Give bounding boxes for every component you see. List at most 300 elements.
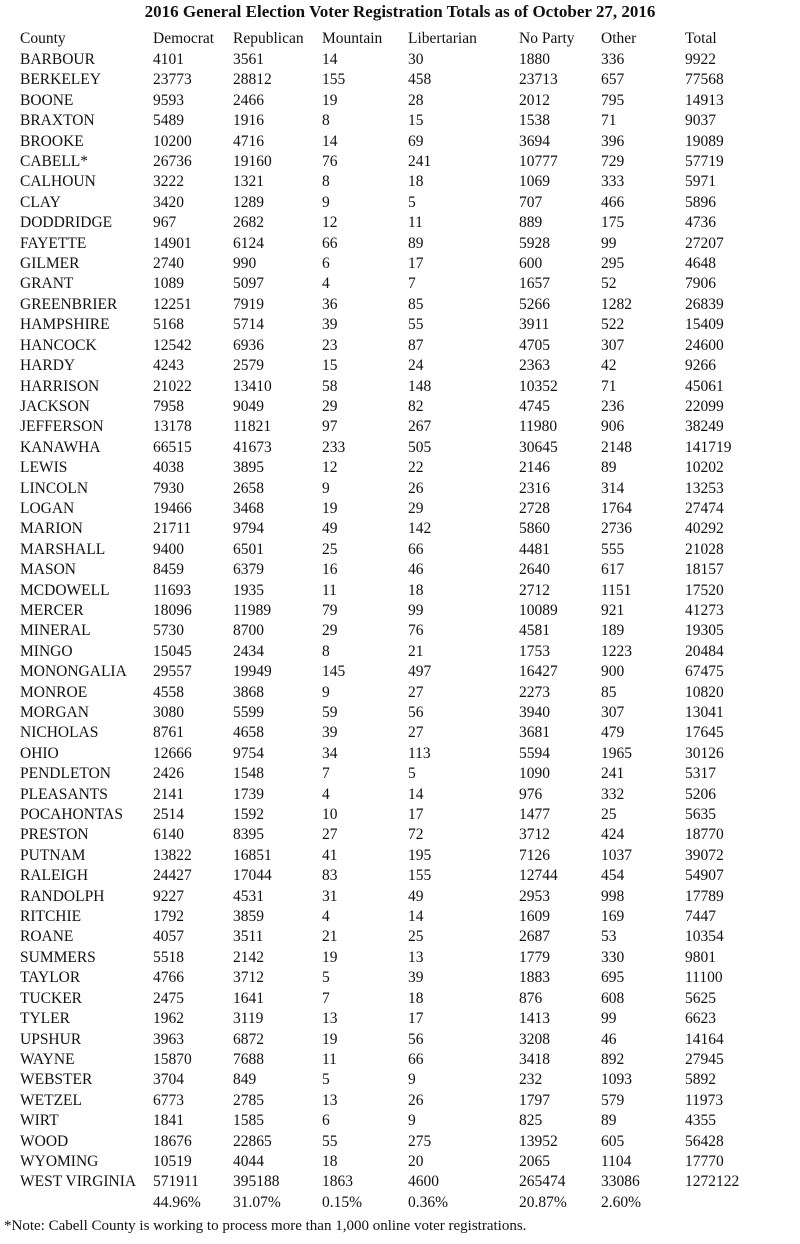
table-row	[20, 540, 790, 560]
republican-cell: 31.07%	[233, 1193, 281, 1211]
total-cell	[685, 1193, 790, 1213]
no-party-cell: 3418	[519, 1050, 550, 1068]
no-party-cell: 1883	[519, 969, 550, 987]
other-cell: 332	[601, 785, 625, 803]
republican-cell: 2434	[233, 642, 264, 660]
county-cell: UPSHUR	[20, 1030, 82, 1048]
table-row	[20, 581, 790, 601]
republican-cell: 5714	[233, 316, 264, 334]
libertarian-cell: 497	[408, 663, 432, 681]
democrat-cell: 2740	[153, 255, 184, 273]
table-row	[20, 744, 790, 764]
no-party-cell: 1753	[519, 642, 550, 660]
libertarian-cell: 27	[408, 724, 424, 742]
mountain-cell: 83	[322, 867, 338, 885]
other-cell: 336	[601, 51, 625, 68]
no-party-cell: 5928	[519, 234, 550, 252]
document-title: 2016 General Election Voter Registration Totals as of October 27, 2016	[144, 2, 656, 21]
democrat-cell: 7930	[153, 479, 184, 497]
democrat-cell: 7958	[153, 397, 184, 415]
table-row	[20, 152, 790, 172]
democrat-cell: 4766	[153, 969, 184, 987]
mountain-cell: 23	[322, 336, 338, 354]
libertarian-cell: 11	[408, 214, 423, 232]
other-cell: 2148	[601, 438, 632, 456]
democrat-cell: 10519	[153, 1152, 192, 1170]
no-party-cell: 3712	[519, 826, 550, 844]
total-cell: 10354	[685, 928, 724, 946]
percentage-row	[20, 1193, 790, 1213]
no-party-cell: 1069	[519, 173, 550, 191]
no-party-cell: 1880	[519, 51, 550, 68]
mountain-cell: 16	[322, 561, 338, 579]
mountain-cell: 1863	[322, 1173, 353, 1191]
republican-cell: 6501	[233, 540, 264, 558]
republican-cell: 28812	[233, 71, 272, 89]
table-row	[20, 111, 790, 131]
mountain-cell: 19	[322, 1030, 338, 1048]
other-cell: 33086	[601, 1173, 640, 1191]
county-cell: GRANT	[20, 275, 74, 293]
other-cell: 729	[601, 153, 625, 171]
table-row	[20, 417, 790, 437]
other-cell: 1037	[601, 846, 632, 864]
column-header-no-party: No Party	[519, 30, 575, 47]
other-cell: 906	[601, 418, 625, 436]
democrat-cell: 5518	[153, 948, 184, 966]
mountain-cell: 6	[322, 255, 330, 273]
county-cell: WETZEL	[20, 1091, 82, 1109]
total-cell: 19089	[685, 132, 724, 150]
mountain-cell: 29	[322, 622, 338, 640]
county-cell: BRAXTON	[20, 112, 95, 130]
libertarian-cell: 27	[408, 683, 424, 701]
democrat-cell: 6773	[153, 1091, 184, 1109]
table-row	[20, 234, 790, 254]
republican-cell: 3511	[233, 928, 264, 946]
mountain-cell: 97	[322, 418, 338, 436]
other-cell: 617	[601, 561, 625, 579]
no-party-cell: 2316	[519, 479, 550, 497]
republican-cell: 19949	[233, 663, 272, 681]
libertarian-cell: 241	[408, 153, 432, 171]
county-cell: DODDRIDGE	[20, 214, 113, 232]
libertarian-cell: 49	[408, 887, 424, 905]
table-row	[20, 1070, 790, 1090]
total-cell: 7447	[685, 908, 716, 926]
democrat-cell: 66515	[153, 438, 192, 456]
democrat-cell: 2141	[153, 785, 184, 803]
republican-cell: 1641	[233, 989, 264, 1007]
republican-cell: 6124	[233, 234, 264, 252]
democrat-cell: 18096	[153, 601, 192, 619]
libertarian-cell: 142	[408, 520, 432, 538]
table-row	[20, 397, 790, 417]
no-party-cell: 3694	[519, 132, 550, 150]
libertarian-cell: 17	[408, 255, 424, 273]
county-cell: NICHOLAS	[20, 724, 99, 742]
republican-cell: 3895	[233, 459, 264, 477]
mountain-cell: 14	[322, 132, 338, 150]
total-cell: 4355	[685, 1112, 716, 1130]
total-cell: 54907	[685, 867, 724, 885]
democrat-cell: 1089	[153, 275, 184, 293]
other-cell: 169	[601, 908, 625, 926]
county-cell: CLAY	[20, 193, 61, 211]
mountain-cell: 19	[322, 499, 338, 517]
democrat-cell: 2475	[153, 989, 184, 1007]
no-party-cell: 889	[519, 214, 543, 232]
other-cell: 396	[601, 132, 625, 150]
total-cell: 6623	[685, 1010, 716, 1028]
total-cell: 57719	[685, 153, 724, 171]
county-cell: CALHOUN	[20, 173, 96, 191]
column-header-total: Total	[685, 30, 717, 47]
democrat-cell: 6140	[153, 826, 184, 844]
libertarian-cell: 18	[408, 581, 424, 599]
democrat-cell: 26736	[153, 153, 192, 171]
total-cell: 18770	[685, 826, 724, 844]
table-row	[20, 438, 790, 458]
mountain-cell: 55	[322, 1132, 338, 1150]
libertarian-cell: 82	[408, 397, 424, 415]
county-cell: RALEIGH	[20, 867, 89, 885]
no-party-cell: 976	[519, 785, 543, 803]
libertarian-cell: 148	[408, 377, 432, 395]
republican-cell: 1592	[233, 806, 264, 824]
county-cell: TAYLOR	[20, 969, 81, 987]
libertarian-cell: 55	[408, 316, 424, 334]
column-header-democrat: Democrat	[153, 30, 215, 47]
other-cell: 333	[601, 173, 625, 191]
libertarian-cell: 66	[408, 540, 424, 558]
libertarian-cell: 26	[408, 479, 424, 497]
total-cell: 4648	[685, 255, 716, 273]
total-cell: 77568	[685, 71, 724, 89]
democrat-cell: 4038	[153, 459, 184, 477]
no-party-cell: 4705	[519, 336, 550, 354]
table-row	[20, 70, 790, 90]
libertarian-cell: 85	[408, 295, 424, 313]
total-cell: 19305	[685, 622, 724, 640]
mountain-cell: 7	[322, 765, 330, 783]
total-cell: 24600	[685, 336, 724, 354]
table-row	[20, 377, 790, 397]
no-party-cell: 2640	[519, 561, 550, 579]
libertarian-cell: 9	[408, 1112, 416, 1130]
no-party-cell: 1609	[519, 908, 550, 926]
county-cell: TUCKER	[20, 989, 82, 1007]
county-cell: TYLER	[20, 1010, 70, 1028]
no-party-cell: 13952	[519, 1132, 558, 1150]
total-cell: 9922	[685, 51, 716, 68]
libertarian-cell: 9	[408, 1071, 416, 1089]
table-row	[20, 356, 790, 376]
democrat-cell: 44.96%	[153, 1193, 201, 1211]
no-party-cell: 3940	[519, 704, 550, 721]
other-cell: 900	[601, 663, 625, 681]
libertarian-cell: 5	[408, 193, 416, 211]
no-party-cell: 3911	[519, 316, 550, 334]
democrat-cell: 12542	[153, 336, 192, 354]
democrat-cell: 3420	[153, 193, 184, 211]
no-party-cell: 12744	[519, 867, 558, 885]
mountain-cell: 21	[322, 928, 338, 946]
libertarian-cell: 66	[408, 1050, 424, 1068]
county-cell: SUMMERS	[20, 948, 96, 966]
other-cell: 46	[601, 1030, 617, 1048]
no-party-cell: 2012	[519, 91, 550, 109]
republican-cell: 3468	[233, 499, 264, 517]
republican-cell: 1548	[233, 765, 264, 783]
republican-cell: 19160	[233, 153, 272, 171]
total-cell: 14913	[685, 91, 724, 109]
no-party-cell: 5860	[519, 520, 550, 538]
democrat-cell: 24427	[153, 867, 192, 885]
table-row	[20, 172, 790, 192]
mountain-cell: 36	[322, 295, 338, 313]
county-cell: BARBOUR	[20, 51, 95, 68]
libertarian-cell: 7	[408, 275, 416, 293]
other-cell: 71	[601, 112, 617, 130]
republican-cell: 4531	[233, 887, 264, 905]
libertarian-cell: 21	[408, 642, 424, 660]
republican-cell: 1289	[233, 193, 264, 211]
county-cell: BROOKE	[20, 132, 84, 150]
libertarian-cell: 505	[408, 438, 432, 456]
table-row	[20, 907, 790, 927]
mountain-cell: 41	[322, 846, 338, 864]
mountain-cell: 58	[322, 377, 338, 395]
republican-cell: 2658	[233, 479, 264, 497]
no-party-cell: 2363	[519, 357, 550, 375]
no-party-cell: 30645	[519, 438, 558, 456]
county-cell: PLEASANTS	[20, 785, 108, 803]
total-cell: 9801	[685, 948, 716, 966]
mountain-cell: 145	[322, 663, 346, 681]
libertarian-cell: 15	[408, 112, 424, 130]
no-party-cell: 876	[519, 989, 543, 1007]
mountain-cell: 8	[322, 112, 330, 130]
libertarian-cell: 113	[408, 744, 431, 762]
other-cell: 605	[601, 1132, 625, 1150]
county-cell: WIRT	[20, 1112, 59, 1130]
total-cell: 56428	[685, 1132, 724, 1150]
county-cell: MASON	[20, 561, 76, 579]
table-row	[20, 458, 790, 478]
mountain-cell: 66	[322, 234, 338, 252]
no-party-cell: 1413	[519, 1010, 550, 1028]
mountain-cell: 12	[322, 459, 338, 477]
county-cell: JACKSON	[20, 397, 90, 415]
democrat-cell: 11693	[153, 581, 192, 599]
table-row	[20, 254, 790, 274]
table-row	[20, 927, 790, 947]
total-cell: 5317	[685, 765, 716, 783]
libertarian-cell: 17	[408, 1010, 424, 1028]
mountain-cell: 49	[322, 520, 338, 538]
republican-cell: 9754	[233, 744, 264, 762]
democrat-cell: 3080	[153, 704, 184, 721]
total-cell: 38249	[685, 418, 724, 436]
other-cell: 330	[601, 948, 625, 966]
other-cell: 1223	[601, 642, 632, 660]
mountain-cell: 39	[322, 316, 338, 334]
table-row	[20, 1111, 790, 1131]
county-cell: MINGO	[20, 642, 73, 660]
democrat-cell: 4243	[153, 357, 184, 375]
total-cell: 5625	[685, 989, 716, 1007]
republican-cell: 1321	[233, 173, 264, 191]
republican-cell: 7919	[233, 295, 264, 313]
democrat-cell: 2426	[153, 765, 184, 783]
libertarian-cell: 22	[408, 459, 424, 477]
county-cell: BERKELEY	[20, 71, 101, 89]
democrat-cell: 9400	[153, 540, 184, 558]
other-cell: 52	[601, 275, 617, 293]
libertarian-cell: 4600	[408, 1173, 439, 1191]
mountain-cell: 31	[322, 887, 338, 905]
total-cell: 17520	[685, 581, 724, 599]
county-cell: MONONGALIA	[20, 663, 127, 681]
mountain-cell: 9	[322, 479, 330, 497]
no-party-cell: 1779	[519, 948, 550, 966]
mountain-cell: 13	[322, 1010, 338, 1028]
other-cell: 1965	[601, 744, 632, 762]
mountain-cell: 19	[322, 91, 338, 109]
mountain-cell: 25	[322, 540, 338, 558]
county-cell: PRESTON	[20, 826, 89, 844]
table-row	[20, 1152, 790, 1172]
total-cell: 41273	[685, 601, 724, 619]
libertarian-cell: 76	[408, 622, 424, 640]
no-party-cell: 4745	[519, 397, 550, 415]
republican-cell: 8700	[233, 622, 264, 640]
total-cell: 9266	[685, 357, 716, 375]
county-cell: ROANE	[20, 928, 74, 946]
democrat-cell: 571911	[153, 1173, 199, 1191]
democrat-cell: 13822	[153, 846, 192, 864]
libertarian-cell: 275	[408, 1132, 432, 1150]
libertarian-cell: 87	[408, 336, 424, 354]
mountain-cell: 12	[322, 214, 338, 232]
column-header-county: County	[20, 30, 66, 47]
other-cell: 1093	[601, 1071, 632, 1089]
libertarian-cell: 14	[408, 785, 424, 803]
libertarian-cell: 56	[408, 704, 424, 721]
table-row	[20, 989, 790, 1009]
table-row	[20, 601, 790, 621]
libertarian-cell: 25	[408, 928, 424, 946]
county-cell: PENDLETON	[20, 765, 111, 783]
democrat-cell: 13178	[153, 418, 192, 436]
libertarian-cell: 18	[408, 173, 424, 191]
table-row	[20, 336, 790, 356]
no-party-cell: 2273	[519, 683, 550, 701]
column-header-republican: Republican	[233, 30, 304, 47]
republican-cell: 3868	[233, 683, 264, 701]
no-party-cell: 10352	[519, 377, 558, 395]
libertarian-cell: 99	[408, 601, 424, 619]
total-cell: 40292	[685, 520, 724, 538]
other-cell: 454	[601, 867, 625, 885]
mountain-cell: 5	[322, 1071, 330, 1089]
republican-cell: 6379	[233, 561, 264, 579]
no-party-cell: 1657	[519, 275, 550, 293]
other-cell: 1151	[601, 581, 632, 599]
libertarian-cell: 39	[408, 969, 424, 987]
democrat-cell: 12251	[153, 295, 192, 313]
total-cell: 5971	[685, 173, 716, 191]
other-cell: 307	[601, 336, 625, 354]
republican-cell: 5599	[233, 704, 264, 721]
other-cell: 53	[601, 928, 617, 946]
republican-cell: 1935	[233, 581, 264, 599]
democrat-cell: 4057	[153, 928, 184, 946]
county-cell: LOGAN	[20, 499, 75, 517]
libertarian-cell: 56	[408, 1030, 424, 1048]
mountain-cell: 4	[322, 275, 330, 293]
libertarian-cell: 20	[408, 1152, 424, 1170]
republican-cell: 9794	[233, 520, 264, 538]
mountain-cell: 11	[322, 581, 337, 599]
state-total-row	[20, 1172, 790, 1192]
county-cell: RITCHIE	[20, 908, 82, 926]
mountain-cell: 5	[322, 969, 330, 987]
total-cell: 27207	[685, 234, 724, 252]
republican-cell: 8395	[233, 826, 264, 844]
table-row	[20, 703, 790, 723]
other-cell: 241	[601, 765, 625, 783]
republican-cell: 6936	[233, 336, 264, 354]
county-cell: MINERAL	[20, 622, 91, 640]
table-row	[20, 1009, 790, 1029]
libertarian-cell: 0.36%	[408, 1193, 449, 1211]
mountain-cell: 59	[322, 704, 338, 721]
county-cell: JEFFERSON	[20, 418, 104, 436]
table-row	[20, 662, 790, 682]
mountain-cell: 10	[322, 806, 338, 824]
libertarian-cell: 18	[408, 989, 424, 1007]
county-cell: MCDOWELL	[20, 581, 110, 599]
republican-cell: 990	[233, 255, 257, 273]
other-cell: 479	[601, 724, 625, 742]
no-party-cell: 4581	[519, 622, 550, 640]
no-party-cell: 265474	[519, 1173, 566, 1191]
total-cell: 39072	[685, 846, 724, 864]
republican-cell: 11989	[233, 601, 272, 619]
mountain-cell: 0.15%	[322, 1193, 363, 1211]
total-cell: 5635	[685, 806, 716, 824]
libertarian-cell: 13	[408, 948, 424, 966]
republican-cell: 1916	[233, 112, 264, 130]
mountain-cell: 18	[322, 1152, 338, 1170]
mountain-cell: 79	[322, 601, 338, 619]
table-row	[20, 866, 790, 886]
mountain-cell: 6	[322, 1112, 330, 1130]
republican-cell: 2142	[233, 948, 264, 966]
democrat-cell: 3222	[153, 173, 184, 191]
other-cell: 555	[601, 540, 625, 558]
democrat-cell: 14901	[153, 234, 192, 252]
republican-cell: 1585	[233, 1112, 264, 1130]
county-cell: OHIO	[20, 744, 59, 762]
libertarian-cell: 17	[408, 806, 424, 824]
democrat-cell: 12666	[153, 744, 192, 762]
republican-cell: 9049	[233, 397, 264, 415]
other-cell: 175	[601, 214, 625, 232]
democrat-cell: 3963	[153, 1030, 184, 1048]
